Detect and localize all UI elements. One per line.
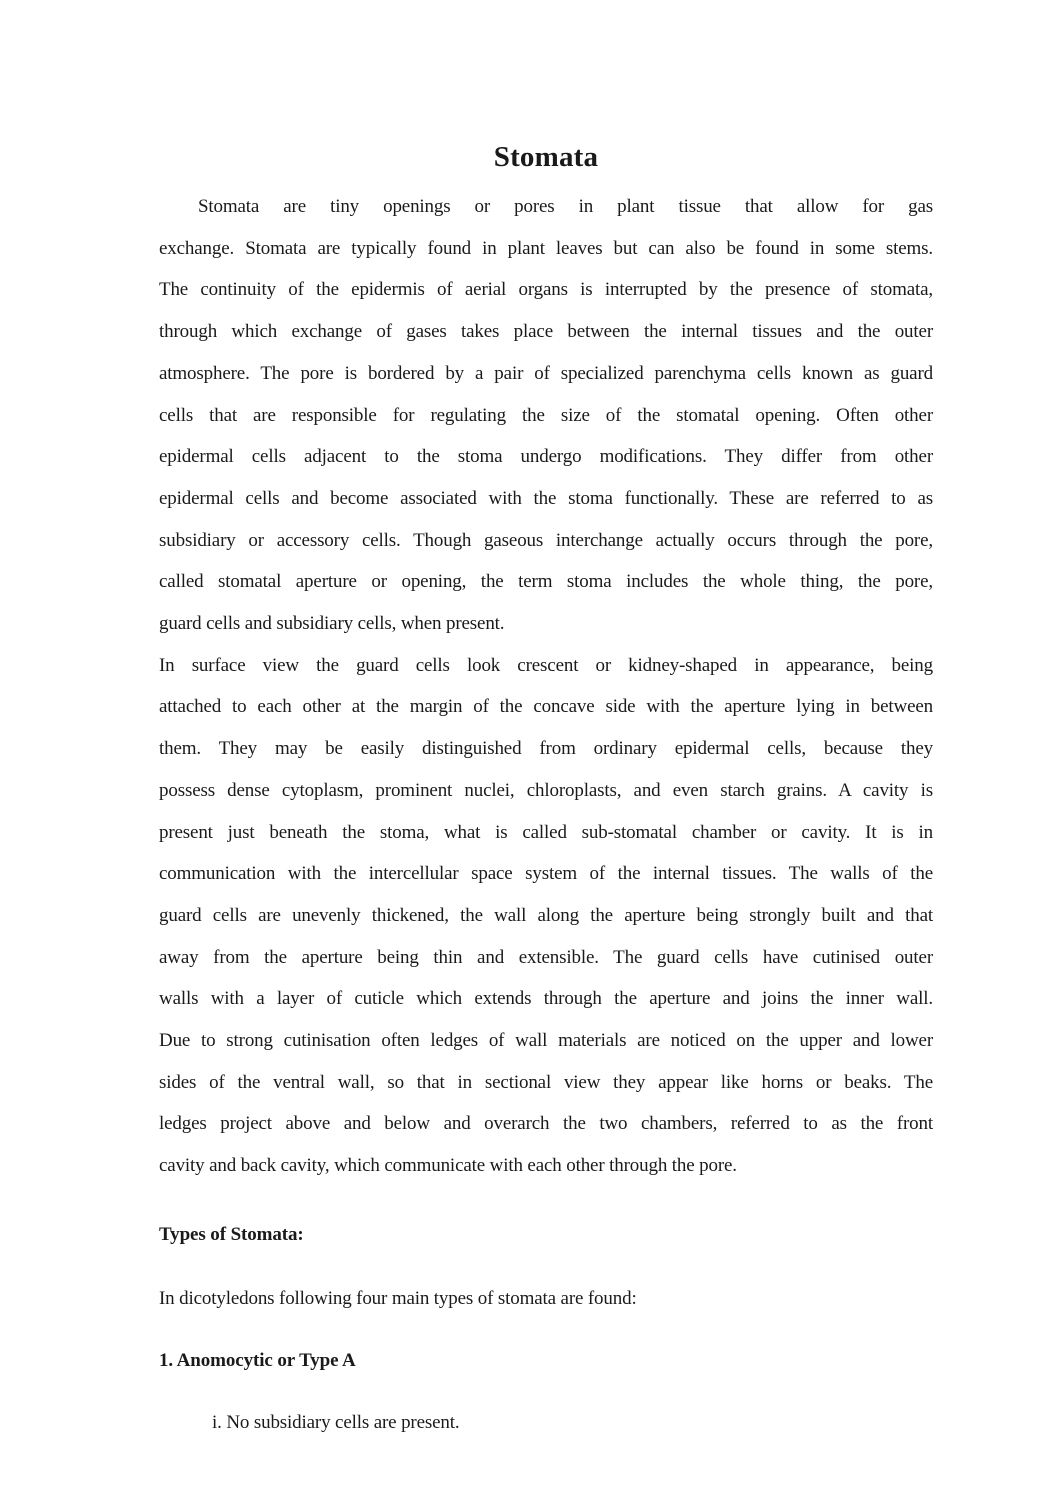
- heading-anomocytic-type-a: 1. Anomocytic or Type A: [159, 1350, 356, 1372]
- text-line: cells that are responsible for regulating the size of the stomatal opening. Often other: [159, 404, 933, 426]
- text-line: guard cells are unevenly thickened, the wall along the aperture being strongly built and that: [159, 904, 933, 926]
- text-line: ledges project above and below and overarch the two chambers, referred to as the front: [159, 1113, 933, 1135]
- paragraph-guard-cells: [159, 645, 933, 1187]
- text-line: communication with the intercellular space system of the internal tissues. The walls of the: [159, 863, 933, 885]
- text-line: cavity and back cavity, which communicate with each other through the pore.: [159, 1155, 737, 1177]
- text-line: guard cells and subsidiary cells, when present.: [159, 613, 505, 635]
- text-line: through which exchange of gases takes place between the internal tissues and the outer: [159, 321, 933, 343]
- types-intro-line: In dicotyledons following four main types of stomata are found:: [159, 1287, 637, 1309]
- text-line: epidermal cells and become associated with the stoma functionally. These are referred to as: [159, 487, 933, 509]
- text-line: The continuity of the epidermis of aerial organs is interrupted by the presence of stomata,: [159, 279, 933, 301]
- text-line: Due to strong cutinisation often ledges of wall materials are noticed on the upper and lower: [159, 1030, 933, 1052]
- text-line: present just beneath the stoma, what is called sub-stomatal chamber or cavity. It is in: [159, 821, 933, 843]
- text-line: exchange. Stomata are typically found in plant leaves but can also be found in some stems.: [159, 237, 933, 259]
- text-line: Stomata are tiny openings or pores in plant tissue that allow for gas: [198, 196, 933, 217]
- heading-types-of-stomata: Types of Stomata:: [159, 1223, 304, 1245]
- text-line: away from the aperture being thin and extensible. The guard cells have cutinised outer: [159, 946, 933, 968]
- text-line: called stomatal aperture or opening, the term stoma includes the whole thing, the pore,: [159, 571, 933, 593]
- text-line: sides of the ventral wall, so that in sectional view they appear like horns or beaks. The: [159, 1071, 933, 1093]
- text-line: In surface view the guard cells look crescent or kidney-shaped in appearance, being: [159, 654, 933, 676]
- paragraph-intro: [159, 186, 933, 645]
- text-line: them. They may be easily distinguished from ordinary epidermal cells, because they: [159, 738, 933, 760]
- list-item-no-subsidiary-cells: i. No subsidiary cells are present.: [212, 1411, 460, 1433]
- text-line: subsidiary or accessory cells. Though gaseous interchange actually occurs through the pore,: [159, 529, 933, 551]
- page-title: Stomata: [493, 141, 599, 173]
- text-line: atmosphere. The pore is bordered by a pair of specialized parenchyma cells known as guard: [159, 362, 933, 384]
- text-line: possess dense cytoplasm, prominent nuclei, chloroplasts, and even starch grains. A cavity is: [159, 779, 933, 801]
- text-line: attached to each other at the margin of the concave side with the aperture lying in between: [159, 696, 933, 718]
- text-line: epidermal cells adjacent to the stoma undergo modifications. They differ from other: [159, 446, 933, 468]
- text-line: walls with a layer of cuticle which extends through the aperture and joins the inner wall.: [159, 988, 933, 1010]
